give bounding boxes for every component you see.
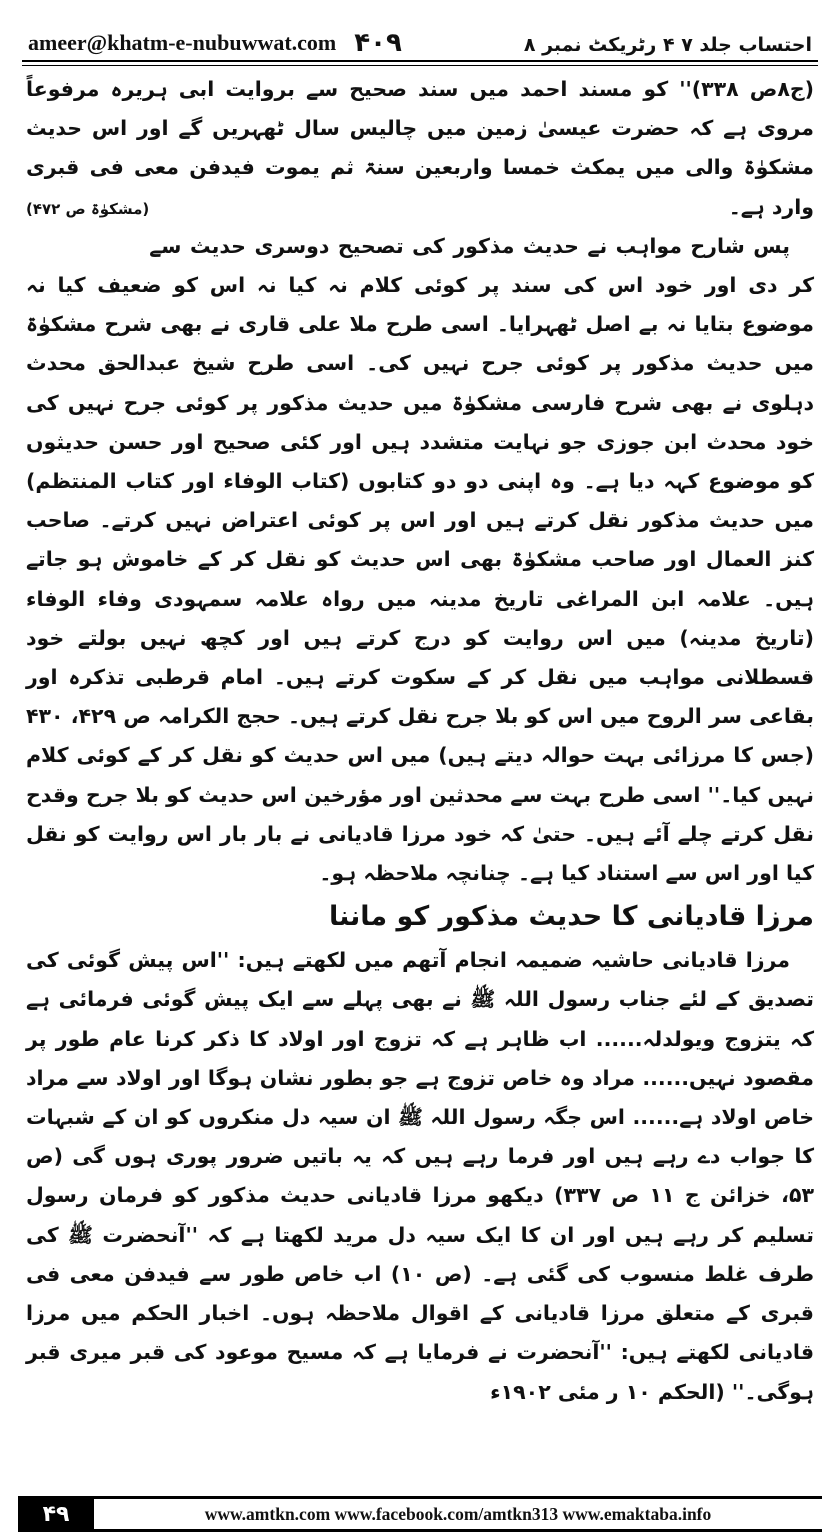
section-paragraph: مرزا قادیانی حاشیہ ضمیمہ انجام آتھم میں لکھتے ہیں: ''اس پیش گوئی کی تصدیق کے لئے جناب رسول اللہ ﷺ نے بھی پہلے سے ایک پیش گوئی فرمائی ہے کہ یتزوج ویولدلہ...... اب ظاہر ہے کہ تزوج اور اولاد کا ذکر کرنا عام طور پر مقصود نہیں...... مراد وہ خاص تزوج ہے جو بطور نشان ہوگا اور اولاد سے مراد خاص اولاد ہے...... اس جگہ رسول اللہ ﷺ ان سیہ دل منکروں کو ان کے شبہات کا جواب دے رہے ہیں اور فرما رہے ہیں کہ یہ باتیں ضرور پوری ہوں گی (ص ۵۳، خزائن ج ۱۱ ص ۳۳۷) دیکھو مرزا قادیانی حدیث مذکور کو فرمان رسول تسلیم کر رہے ہیں اور ان کا ایک سیہ دل مرید لکھتا ہے کہ ''آنحضرت ﷺ کی طرف غلط منسوب کی گئی ہے۔ (ص ۱۰) اب خاص طور سے فیدفن معی فی قبری کے متعلق مرزا قادیانی کے اقوال ملاحظہ ہوں۔ اخبار الحکم میں مرزا قادیانی لکھتے ہیں: ''آنحضرت نے فرمایا ہے کہ مسیح موعود کی قبر میری قبر ہوگی۔'' (الحکم ۱۰ ر مئی ۱۹۰۲ء [26,948,815,1404]
paragraph-1-text: (ج۸ص ۳۳۸)'' کو مسند احمد میں سند صحیح سے بروایت ابی ہریرہ مرفوعاً مروی ہے کہ حضرت عیسیٰ زمین میں چالیس سال ٹھہریں گے اور اس حدیث مشکوٰۃ والی میں یمکث خمسا واربعین سنۃ ثم یموت فیدفن معی فی قبری وارد ہے۔ [26,77,815,219]
paragraph-2: پس شارح مواہب نے حدیث مذکور کی تصحیح دوسری حدیث سے کر دی اور خود اس کی سند پر کوئی کلام نہ کیا نہ اس کو ضعیف کیا نہ موضوع بتایا نہ بے اصل ٹھہرایا۔ اسی طرح ملا علی قاری نے بھی شرح مشکوٰۃ میں حدیث مذکور پر کوئی جرح نہیں کی۔ اسی طرح شیخ عبدالحق محدث دہلوی نے بھی شرح فارسی مشکوٰۃ میں حدیث مذکور پر کوئی جرح نہیں کی خود محدث ابن جوزی جو نہایت متشدد ہیں اور کئی صحیح اور حسن حدیثوں کو موضوع کہہ دیا ہے۔ وہ اپنی دو دو کتابوں (کتاب الوفاء اور کتاب المنتظم) میں حدیث مذکور نقل کرتے ہیں اور اس پر کوئی اعتراض نہیں کرتے۔ صاحب کنز العمال اور صاحب مشکوٰۃ بھی اس حدیث کو نقل کر کے خاموش ہو جاتے ہیں۔ علامہ ابن المراغی تاریخ مدینہ میں رواہ علامہ سمہودی وفاء الوفاء (تاریخ مدینہ) میں اس روایت کو درج کرتے ہیں اور کچھ نہیں بولتے خود قسطلانی مواہب میں نقل کر کے سکوت کرتے ہیں۔ امام قرطبی تذکرہ اور بقاعی سر الروح میں اس کو بلا جرح نقل کرتے ہیں۔ حجج الکرامہ ص ۴۲۹، ۴۳۰ (جس کا مرزائی بہت حوالہ دیتے ہیں) میں اس حدیث کو نقل کر کے کوئی کلام نہیں کیا۔'' اسی طرح بہت سے محدثین اور مؤرخین اس حدیث کو بلا جرح وقدح نقل کرتے چلے آئے ہیں۔ حتیٰ کہ خود مرزا قادیانی نے بار بار اس روایت کو نقل کیا اور اس سے استناد کیا ہے۔ چنانچہ ملاحظہ ہو۔ [26,233,814,886]
page-footer [18,1496,822,1532]
section-heading: مرزا قادیانی کا حدیث مذکور کو ماننا [329,901,814,933]
header-left [28,30,402,56]
footer-page-label: ۴۹ [18,1496,94,1532]
paragraph-1 [26,70,814,227]
header-email[interactable]: ameer@khatm-e-nubuwwat.com [28,30,337,55]
paragraph-1-reference: (مشکوٰۃ ص ۴۷۲) [26,199,150,218]
footer-links-bar [94,1496,822,1532]
page-header [28,12,812,56]
footer-links[interactable]: www.amtkn.com www.facebook.com/amtkn313 www.emaktaba.info [204,1503,712,1524]
page-body [26,70,814,1412]
header-book-title: احتساب جلد ۷ ۴ رٹریکٹ نمبر ۸ [523,34,812,56]
header-page-number: ۴۰۹ [354,28,402,58]
header-divider [22,60,818,62]
header-divider-thin [22,65,818,66]
